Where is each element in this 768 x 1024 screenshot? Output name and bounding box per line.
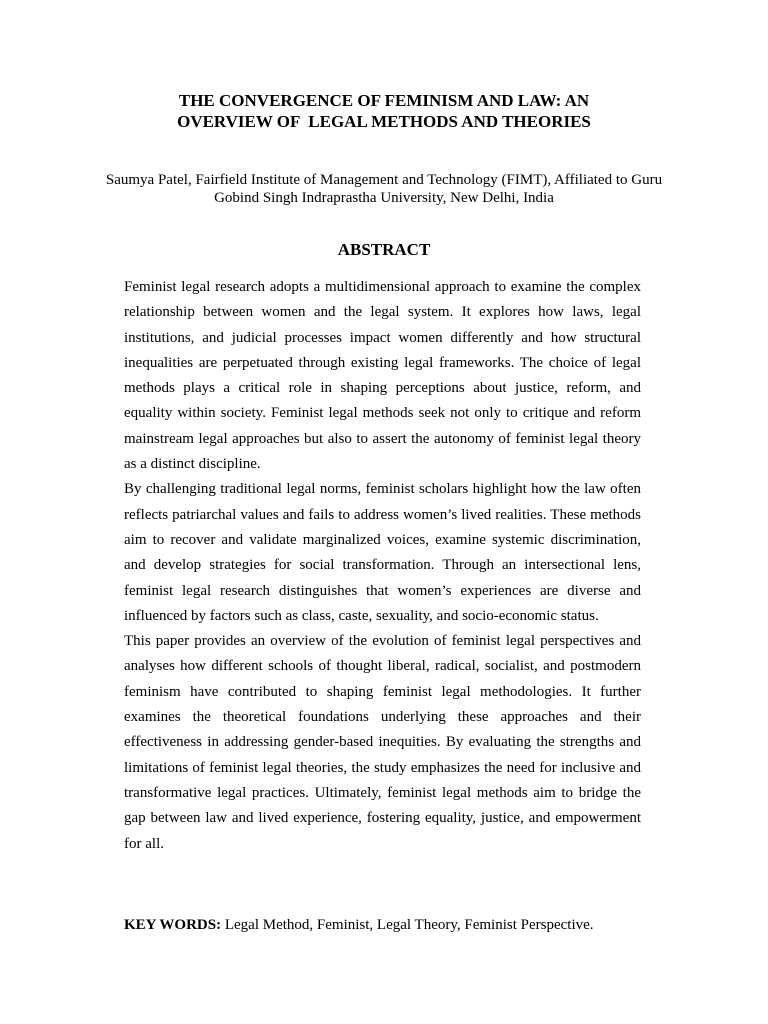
keywords-line xyxy=(124,915,684,935)
author-affiliation xyxy=(0,171,768,207)
abstract-paragraph-2: By challenging traditional legal norms, feminist scholars highlight how the law often reflects patriarchal values and fails to address women’s lived realities. These methods aim to recover and validate marginalized voices, examine systemic discrimination, and develop strategies for social transformation. Through an intersectional lens, feminist legal research distinguishes that women’s experiences are diverse and influenced by factors such as class, caste, sexuality, and socio-economic status. xyxy=(124,481,641,624)
keywords-text: Legal Method, Feminist, Legal Theory, Feminist Perspective. xyxy=(221,917,594,933)
paper-title-line-1: THE CONVERGENCE OF FEMINISM AND LAW: AN xyxy=(178,91,590,110)
abstract-paragraph-3: This paper provides an overview of the evolution of feminist legal perspectives and analyses how different schools of thought liberal, radical, socialist, and postmodern feminism have contributed to shaping feminist legal methodologies. It further examines the theoretical foundations underlying these approaches and their effectiveness in addressing gender-based inequities. By evaluating the strengths and limitations of feminist legal theories, the study emphasizes the need for inclusive and transformative legal practices. Ultimately, feminist legal methods aim to bridge the gap between law and lived experience, fostering equality, justice, and empowerment for all. xyxy=(124,633,641,852)
abstract-paragraph-1: Feminist legal research adopts a multidimensional approach to examine the complex relationship between women and the legal system. It explores how laws, legal institutions, and judicial processes impact women differently and how structural inequalities are perpetuated through existing legal frameworks. The choice of legal methods plays a critical role in shaping perceptions about justice, reform, and equality within society. Feminist legal methods seek not only to critique and reform mainstream legal approaches but also to assert the autonomy of feminist legal theory as a distinct discipline. xyxy=(124,279,641,473)
author-affiliation-line-1: Saumya Patel, Fairfield Institute of Management and Technology (FIMT), Affiliated to Guru xyxy=(105,172,663,188)
paper-title xyxy=(0,90,768,132)
paper-title-line-2: OVERVIEW OF LEGAL METHODS AND THEORIES xyxy=(177,112,591,131)
abstract-body xyxy=(124,275,641,857)
author-affiliation-line-2: Gobind Singh Indraprastha University, New Delhi, India xyxy=(214,190,554,206)
keywords-label: KEY WORDS: xyxy=(124,917,222,933)
abstract-heading: ABSTRACT xyxy=(337,240,431,259)
